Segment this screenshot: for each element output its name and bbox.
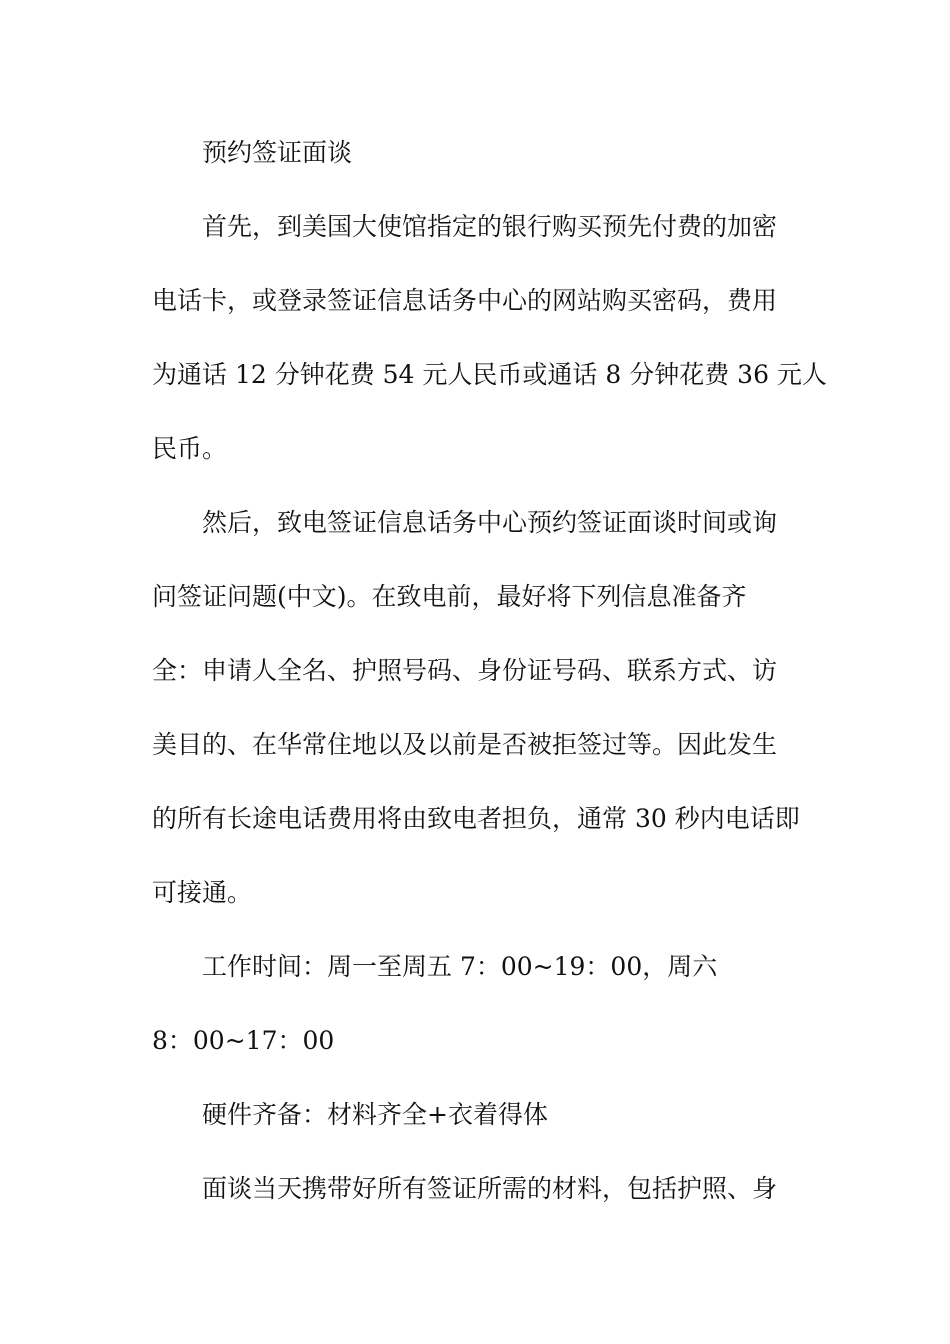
paragraph-requirements — [152, 1090, 802, 1139]
paragraph-line: 然后，致电签证信息话务中心预约签证面谈时间或询 — [202, 508, 778, 537]
paragraph-working-hours — [152, 942, 802, 1065]
document-content — [152, 128, 827, 1238]
paragraph-line: 的所有长途电话费用将由致电者担负，通常 30 秒内电话即 — [152, 804, 800, 833]
paragraph-line: 民币。 — [152, 434, 228, 463]
paragraph-line: 面谈当天携带好所有签证所需的材料，包括护照、身 — [202, 1174, 778, 1203]
paragraph-line: 可接通。 — [152, 878, 253, 907]
paragraph-line: 工作时间：周一至周五 7：00~19：00，周六 — [202, 952, 718, 981]
paragraph-line: 为通话 12 分钟花费 54 元人民币或通话 8 分钟花费 36 元人 — [152, 360, 827, 389]
paragraph-line: 8：00~17：00 — [152, 1026, 335, 1055]
paragraph-line: 首先，到美国大使馆指定的银行购买预先付费的加密 — [202, 212, 778, 241]
section-heading — [152, 128, 802, 177]
paragraph-line: 问签证问题(中文)。在致电前，最好将下列信息准备齐 — [152, 582, 747, 611]
heading-text: 预约签证面谈 — [202, 138, 353, 167]
paragraph-line: 美目的、在华常住地以及以前是否被拒签过等。因此发生 — [152, 730, 778, 759]
paragraph-line: 全：申请人全名、护照号码、身份证号码、联系方式、访 — [152, 656, 778, 685]
paragraph-call-center — [152, 498, 802, 917]
paragraph-interview-day — [152, 1164, 802, 1213]
paragraph-line: 硬件齐备：材料齐全+衣着得体 — [202, 1100, 548, 1129]
paragraph-line: 电话卡，或登录签证信息话务中心的网站购买密码，费用 — [152, 286, 778, 315]
paragraph-payment — [152, 202, 827, 473]
